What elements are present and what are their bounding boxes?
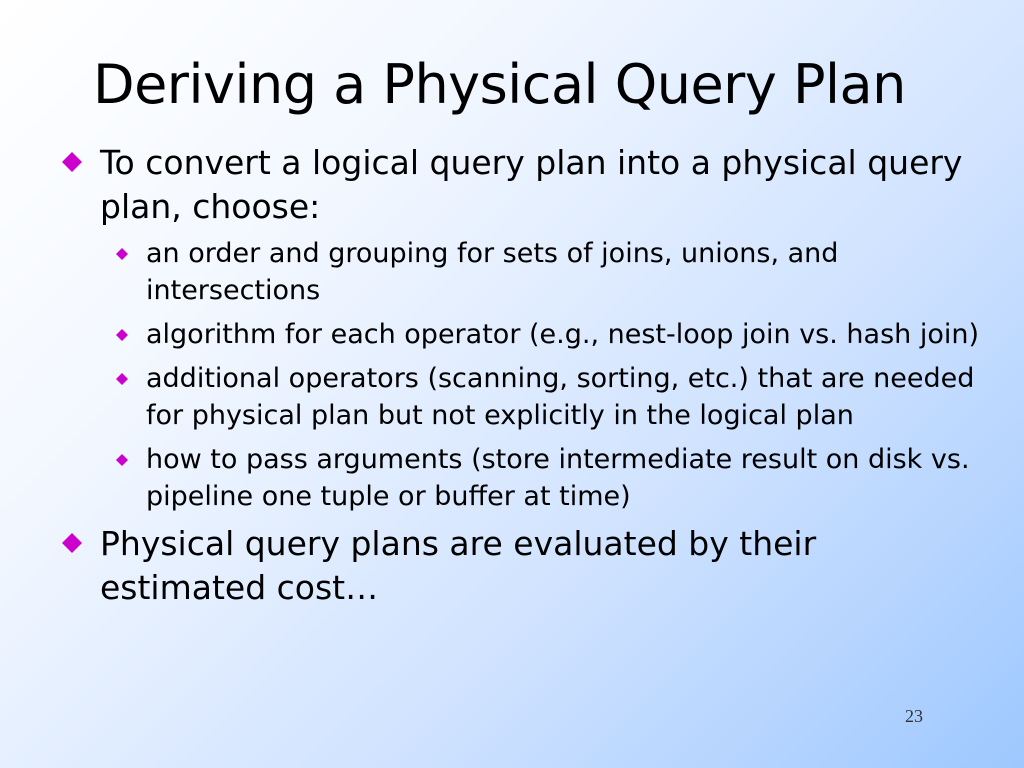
- slide-content: [62, 141, 982, 610]
- sub-bullet-item: [146, 235, 982, 309]
- small-diamond-icon: [116, 454, 128, 466]
- page-number: 23: [905, 706, 923, 726]
- sub-bullet-text: how to pass arguments (store intermediate result on disk vs. pipeline one tuple or buffer at time): [146, 444, 970, 512]
- bullet-item: [62, 141, 982, 229]
- slide-title: Deriving a Physical Query Plan: [93, 53, 906, 116]
- bullet-item: [62, 522, 982, 610]
- small-diamond-icon: [116, 329, 128, 341]
- sub-bullet-item: [146, 360, 982, 434]
- sub-bullet-text: additional operators (scanning, sorting, etc.) that are needed for physical plan but not explicitly in the logical plan: [146, 363, 975, 431]
- bullet-text: To convert a logical query plan into a physical query plan, choose:: [100, 143, 963, 226]
- sub-bullet-text: algorithm for each operator (e.g., nest-loop join vs. hash join): [146, 319, 980, 350]
- small-diamond-icon: [116, 373, 128, 385]
- sub-bullet-item: [146, 316, 982, 353]
- diamond-icon: [62, 533, 82, 553]
- diamond-icon: [62, 152, 82, 172]
- sub-bullet-item: [146, 441, 982, 515]
- small-diamond-icon: [116, 248, 128, 260]
- sub-bullet-list: [62, 235, 982, 515]
- sub-bullet-text: an order and grouping for sets of joins, unions, and intersections: [146, 238, 839, 306]
- bullet-text: Physical query plans are evaluated by their estimated cost…: [100, 524, 817, 607]
